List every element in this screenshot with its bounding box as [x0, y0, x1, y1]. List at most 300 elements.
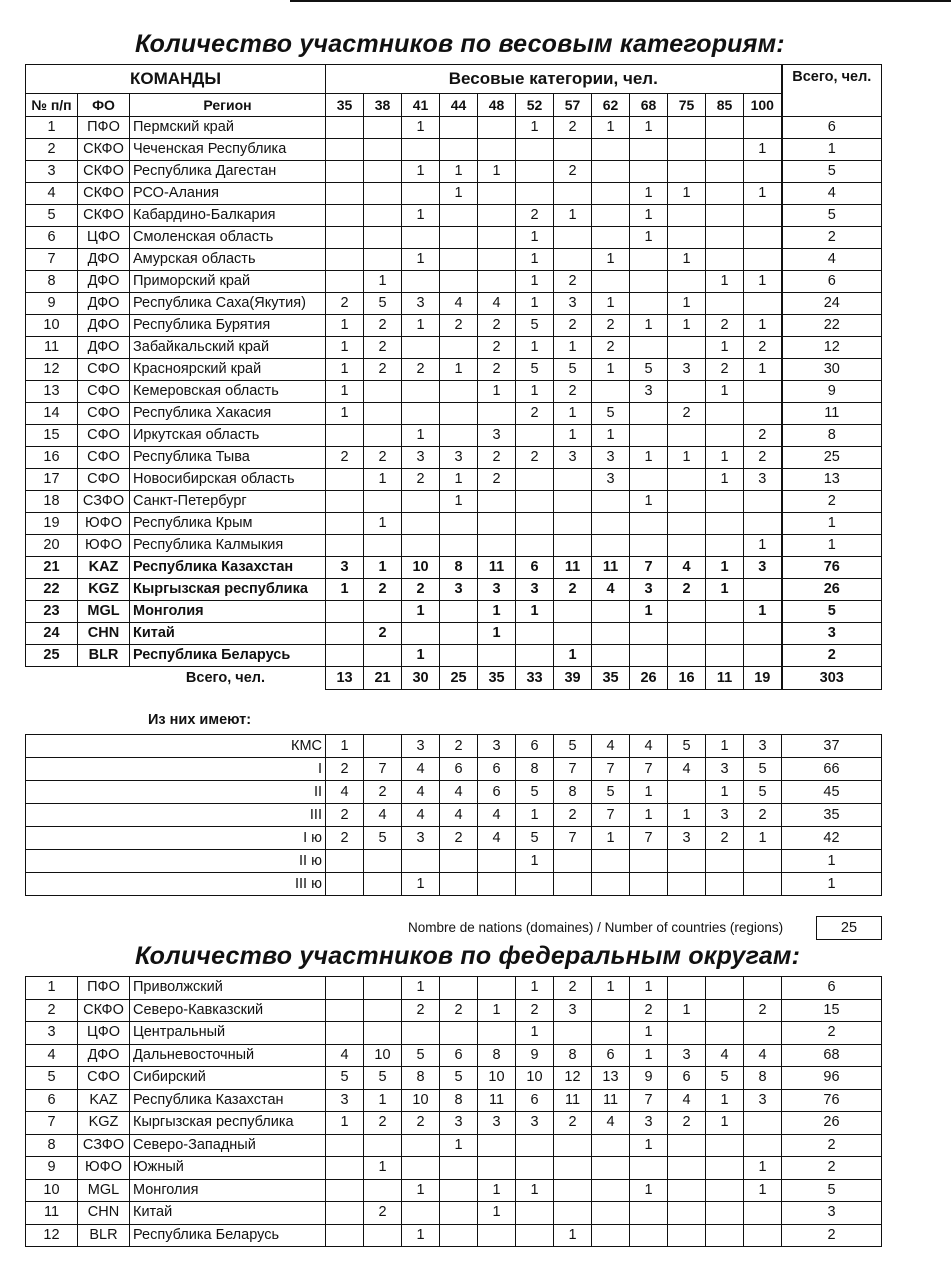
district-fo: KAZ	[78, 1089, 130, 1112]
row-value	[478, 139, 516, 161]
row-region: Республика Калмыкия	[130, 535, 326, 557]
row-region: Забайкальский край	[130, 337, 326, 359]
district-value: 1	[326, 1112, 364, 1135]
district-value	[706, 977, 744, 1000]
row-region: Республика Крым	[130, 513, 326, 535]
row-value	[326, 491, 364, 513]
rank-value	[668, 873, 706, 896]
district-value: 2	[402, 999, 440, 1022]
district-value: 4	[706, 1044, 744, 1067]
row-number: 18	[26, 491, 78, 513]
district-value: 2	[554, 1112, 592, 1135]
district-name: Республика Беларусь	[130, 1224, 326, 1247]
row-fo: ЮФО	[78, 535, 130, 557]
district-value: 3	[516, 1112, 554, 1135]
row-fo: СКФО	[78, 139, 130, 161]
row-number: 9	[26, 293, 78, 315]
row-value	[630, 139, 668, 161]
row-region: Китай	[130, 623, 326, 645]
district-value	[364, 1179, 402, 1202]
row-value	[744, 579, 782, 601]
row-value	[478, 227, 516, 249]
row-value	[478, 491, 516, 513]
district-value	[630, 1224, 668, 1247]
district-value: 2	[554, 977, 592, 1000]
district-value	[630, 1202, 668, 1225]
district-value: 10	[364, 1044, 402, 1067]
district-value: 8	[478, 1044, 516, 1067]
rank-value: 2	[326, 827, 364, 850]
rank-total: 1	[782, 873, 882, 896]
row-value	[706, 227, 744, 249]
row-total: 2	[782, 645, 882, 667]
row-value: 1	[630, 183, 668, 205]
row-value: 4	[478, 293, 516, 315]
row-value: 3	[478, 579, 516, 601]
row-value: 2	[326, 447, 364, 469]
row-fo: ЦФО	[78, 227, 130, 249]
row-value: 1	[554, 337, 592, 359]
row-value	[440, 535, 478, 557]
district-value	[326, 977, 364, 1000]
row-value: 2	[554, 161, 592, 183]
row-value	[554, 535, 592, 557]
row-value	[326, 535, 364, 557]
row-value	[706, 645, 744, 667]
district-value	[668, 1157, 706, 1180]
district-total: 6	[782, 977, 882, 1000]
row-value	[630, 249, 668, 271]
rank-value	[592, 873, 630, 896]
rank-value: 6	[478, 781, 516, 804]
district-value: 3	[744, 1089, 782, 1112]
row-fo: СФО	[78, 381, 130, 403]
district-value: 1	[706, 1112, 744, 1135]
row-total: 26	[782, 579, 882, 601]
row-value	[706, 513, 744, 535]
row-value	[668, 623, 706, 645]
row-value: 2	[668, 403, 706, 425]
row-value: 1	[554, 205, 592, 227]
rank-value: 3	[706, 758, 744, 781]
rank-value	[516, 873, 554, 896]
row-value	[326, 271, 364, 293]
table-row	[26, 293, 882, 315]
table-row	[26, 271, 882, 293]
row-total: 5	[782, 161, 882, 183]
row-value: 3	[478, 425, 516, 447]
row-value: 1	[630, 205, 668, 227]
row-fo: ДФО	[78, 271, 130, 293]
row-value: 4	[440, 293, 478, 315]
row-fo: СФО	[78, 425, 130, 447]
rank-label: I	[26, 758, 326, 781]
row-region: Республика Хакасия	[130, 403, 326, 425]
category-header: 75	[668, 94, 706, 117]
row-value	[668, 513, 706, 535]
district-total: 5	[782, 1179, 882, 1202]
row-value: 2	[592, 337, 630, 359]
table-row	[26, 645, 882, 667]
district-number: 11	[26, 1202, 78, 1225]
category-header: 44	[440, 94, 478, 117]
district-value	[668, 1134, 706, 1157]
row-value: 3	[440, 447, 478, 469]
district-value	[326, 1134, 364, 1157]
district-value	[630, 1157, 668, 1180]
rank-label: КМС	[26, 735, 326, 758]
district-value: 1	[478, 1202, 516, 1225]
rank-row	[26, 781, 882, 804]
district-value	[706, 1179, 744, 1202]
district-value	[516, 1202, 554, 1225]
district-value: 10	[516, 1067, 554, 1090]
totals-value: 26	[630, 667, 668, 690]
table-row	[26, 337, 882, 359]
district-total: 26	[782, 1112, 882, 1135]
rank-value: 3	[478, 735, 516, 758]
row-value	[630, 623, 668, 645]
row-region: Чеченская Республика	[130, 139, 326, 161]
row-number: 21	[26, 557, 78, 579]
rank-row	[26, 735, 882, 758]
district-value: 4	[668, 1089, 706, 1112]
district-value: 5	[364, 1067, 402, 1090]
table-row	[26, 579, 882, 601]
row-value	[744, 491, 782, 513]
rank-value: 4	[440, 781, 478, 804]
row-fo: СЗФО	[78, 491, 130, 513]
row-value	[630, 403, 668, 425]
district-row	[26, 1112, 882, 1135]
row-value	[440, 601, 478, 623]
row-value: 1	[668, 183, 706, 205]
row-value: 1	[402, 601, 440, 623]
row-value	[706, 161, 744, 183]
district-value: 8	[440, 1089, 478, 1112]
row-value	[402, 403, 440, 425]
rank-value: 4	[364, 804, 402, 827]
row-value: 6	[516, 557, 554, 579]
district-name: Центральный	[130, 1022, 326, 1045]
row-total: 22	[782, 315, 882, 337]
row-value: 1	[592, 293, 630, 315]
row-value	[326, 227, 364, 249]
row-value: 1	[440, 161, 478, 183]
row-value: 4	[592, 579, 630, 601]
table-row	[26, 513, 882, 535]
rank-label: III	[26, 804, 326, 827]
district-number: 10	[26, 1179, 78, 1202]
nations-count: 25	[816, 916, 882, 940]
rank-value: 8	[554, 781, 592, 804]
district-value	[516, 1134, 554, 1157]
district-value: 3	[326, 1089, 364, 1112]
row-value: 1	[668, 249, 706, 271]
row-value	[326, 183, 364, 205]
row-value: 2	[554, 579, 592, 601]
row-value	[668, 139, 706, 161]
row-value	[706, 403, 744, 425]
row-value	[478, 117, 516, 139]
row-value: 3	[744, 469, 782, 491]
rank-value: 1	[326, 735, 364, 758]
district-value: 1	[440, 1134, 478, 1157]
row-value	[440, 117, 478, 139]
totals-value: 16	[668, 667, 706, 690]
row-value	[630, 161, 668, 183]
rank-value: 1	[592, 827, 630, 850]
table-row	[26, 403, 882, 425]
row-value: 1	[744, 139, 782, 161]
row-value	[630, 271, 668, 293]
row-value: 1	[706, 271, 744, 293]
row-value	[592, 183, 630, 205]
rank-value: 7	[630, 827, 668, 850]
row-value: 1	[364, 469, 402, 491]
district-value	[554, 1157, 592, 1180]
row-value: 2	[744, 425, 782, 447]
district-value	[326, 1202, 364, 1225]
table-row	[26, 315, 882, 337]
district-value: 12	[554, 1067, 592, 1090]
row-value: 1	[630, 227, 668, 249]
row-value: 1	[744, 183, 782, 205]
rank-value: 5	[516, 827, 554, 850]
row-value	[668, 601, 706, 623]
rank-value	[706, 850, 744, 873]
district-value	[364, 1224, 402, 1247]
district-value: 9	[516, 1044, 554, 1067]
row-value: 4	[668, 557, 706, 579]
row-number: 10	[26, 315, 78, 337]
district-value: 5	[402, 1044, 440, 1067]
row-fo: СФО	[78, 403, 130, 425]
row-number: 22	[26, 579, 78, 601]
row-value: 2	[478, 337, 516, 359]
category-header: 41	[402, 94, 440, 117]
row-value: 2	[440, 315, 478, 337]
row-number: 19	[26, 513, 78, 535]
row-total: 5	[782, 205, 882, 227]
row-number: 2	[26, 139, 78, 161]
row-value: 2	[402, 579, 440, 601]
row-value	[668, 271, 706, 293]
row-value: 3	[668, 359, 706, 381]
row-value: 1	[592, 359, 630, 381]
row-value	[630, 513, 668, 535]
district-value	[554, 1022, 592, 1045]
row-value: 2	[554, 271, 592, 293]
row-value: 1	[554, 425, 592, 447]
row-value: 3	[630, 381, 668, 403]
row-value	[554, 491, 592, 513]
row-value	[516, 535, 554, 557]
district-fo: CHN	[78, 1202, 130, 1225]
rank-value: 4	[478, 827, 516, 850]
row-value: 3	[326, 557, 364, 579]
num-header: № п/п	[26, 94, 78, 117]
rank-value: 5	[744, 758, 782, 781]
rank-value: 4	[402, 758, 440, 781]
row-value	[440, 249, 478, 271]
rank-value	[326, 850, 364, 873]
district-value	[592, 999, 630, 1022]
table-row	[26, 469, 882, 491]
district-number: 9	[26, 1157, 78, 1180]
district-value	[402, 1134, 440, 1157]
rank-value: 4	[592, 735, 630, 758]
row-fo: ДФО	[78, 315, 130, 337]
category-header: 100	[744, 94, 782, 117]
row-value: 7	[630, 557, 668, 579]
row-value	[592, 381, 630, 403]
row-value	[440, 271, 478, 293]
row-value	[478, 183, 516, 205]
totals-value: 13	[326, 667, 364, 690]
rank-value	[440, 873, 478, 896]
row-total: 13	[782, 469, 882, 491]
row-value: 1	[706, 579, 744, 601]
district-value: 8	[744, 1067, 782, 1090]
row-value: 1	[440, 469, 478, 491]
row-value: 1	[744, 315, 782, 337]
row-region: Иркутская область	[130, 425, 326, 447]
rank-value: 2	[326, 758, 364, 781]
rank-value: 5	[364, 827, 402, 850]
row-value	[364, 535, 402, 557]
row-value	[706, 139, 744, 161]
district-value: 1	[630, 1044, 668, 1067]
row-value	[402, 513, 440, 535]
row-value: 1	[326, 315, 364, 337]
district-value: 10	[478, 1067, 516, 1090]
row-value	[744, 227, 782, 249]
district-value: 6	[668, 1067, 706, 1090]
row-value: 1	[516, 227, 554, 249]
district-total: 15	[782, 999, 882, 1022]
row-value	[440, 623, 478, 645]
row-number: 4	[26, 183, 78, 205]
row-value	[364, 161, 402, 183]
rank-value: 1	[402, 873, 440, 896]
row-fo: СФО	[78, 447, 130, 469]
row-value: 1	[554, 403, 592, 425]
district-value	[478, 1157, 516, 1180]
rank-value	[744, 873, 782, 896]
row-value: 1	[630, 315, 668, 337]
row-fo: СКФО	[78, 205, 130, 227]
row-value	[326, 117, 364, 139]
rank-value	[668, 850, 706, 873]
district-value	[478, 1022, 516, 1045]
row-value	[326, 205, 364, 227]
row-value	[554, 601, 592, 623]
district-value: 8	[554, 1044, 592, 1067]
districts-table	[25, 976, 882, 1247]
district-value	[402, 1022, 440, 1045]
district-name: Дальневосточный	[130, 1044, 326, 1067]
district-value: 1	[630, 1022, 668, 1045]
district-value: 1	[516, 977, 554, 1000]
row-value	[478, 403, 516, 425]
totals-value: 33	[516, 667, 554, 690]
row-value: 3	[516, 579, 554, 601]
district-value: 3	[478, 1112, 516, 1135]
district-value: 5	[440, 1067, 478, 1090]
row-value	[364, 381, 402, 403]
district-value	[706, 999, 744, 1022]
district-value	[668, 1179, 706, 1202]
row-value	[478, 205, 516, 227]
district-value	[516, 1157, 554, 1180]
rank-total: 45	[782, 781, 882, 804]
district-value: 2	[364, 1112, 402, 1135]
rank-value: 2	[554, 804, 592, 827]
row-value	[478, 645, 516, 667]
row-value: 3	[744, 557, 782, 579]
district-value	[554, 1134, 592, 1157]
district-value	[592, 1179, 630, 1202]
district-value	[402, 1157, 440, 1180]
row-value	[440, 227, 478, 249]
rank-value: 5	[516, 781, 554, 804]
district-value	[706, 1022, 744, 1045]
row-value: 11	[478, 557, 516, 579]
row-value: 2	[554, 117, 592, 139]
district-value	[516, 1224, 554, 1247]
row-value	[364, 227, 402, 249]
row-total: 9	[782, 381, 882, 403]
row-fo: ДФО	[78, 293, 130, 315]
rank-value: 2	[326, 804, 364, 827]
row-value: 1	[516, 381, 554, 403]
row-value	[478, 249, 516, 271]
district-value: 1	[364, 1089, 402, 1112]
row-value	[744, 161, 782, 183]
district-fo: ЮФО	[78, 1157, 130, 1180]
district-value: 6	[592, 1044, 630, 1067]
table-row	[26, 381, 882, 403]
category-header: 38	[364, 94, 402, 117]
row-value	[668, 491, 706, 513]
row-value	[744, 117, 782, 139]
rank-value: 1	[630, 804, 668, 827]
district-value	[326, 1022, 364, 1045]
row-value: 1	[516, 293, 554, 315]
district-value: 4	[592, 1112, 630, 1135]
row-value: 2	[516, 403, 554, 425]
row-value	[706, 535, 744, 557]
row-value: 2	[478, 447, 516, 469]
row-value: 2	[364, 579, 402, 601]
row-value: 2	[402, 469, 440, 491]
rank-label: II	[26, 781, 326, 804]
row-value	[668, 227, 706, 249]
rank-value	[630, 850, 668, 873]
row-value	[554, 623, 592, 645]
rank-row	[26, 873, 882, 896]
row-value	[402, 381, 440, 403]
rank-label: I ю	[26, 827, 326, 850]
district-fo: СФО	[78, 1067, 130, 1090]
row-value: 1	[326, 359, 364, 381]
row-value	[706, 623, 744, 645]
row-value	[402, 337, 440, 359]
district-row	[26, 1179, 882, 1202]
rank-value: 4	[326, 781, 364, 804]
row-value: 2	[364, 315, 402, 337]
